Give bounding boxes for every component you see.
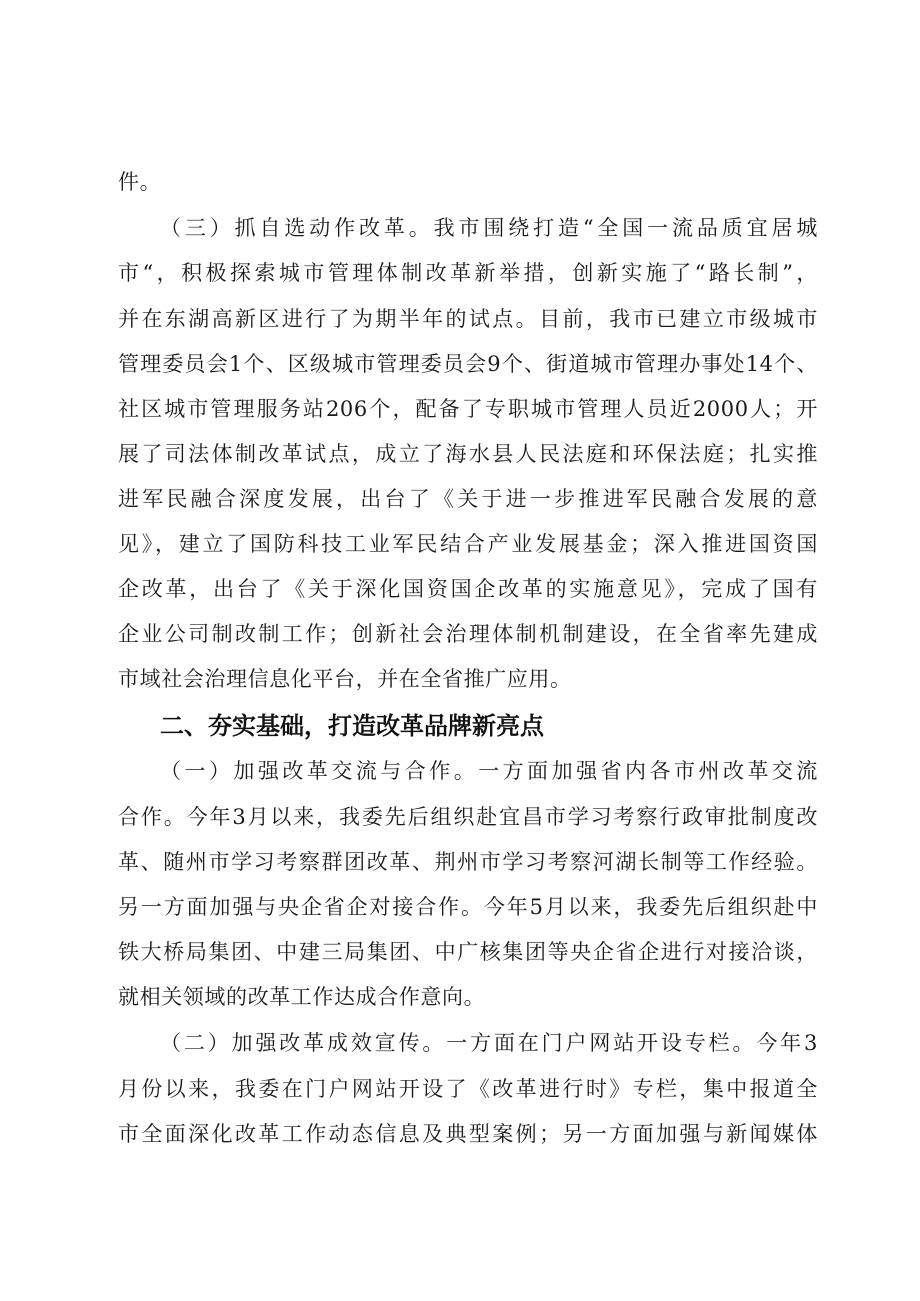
paragraph-line: 件。: [118, 170, 162, 194]
paragraph-line: 合作。今年3月以来，我委先后组织赴宜昌市学习考察行政审批制度改: [118, 805, 818, 829]
paragraph-line: 市域社会治理信息化平台，并在全省推广应用。: [118, 667, 572, 691]
paragraph-line: （三）抓自选动作改革。我市围绕打造“全国一流品质宜居城: [160, 216, 818, 240]
paragraph-line: 社区城市管理服务站206个，配备了专职城市管理人员近2000人；开: [118, 397, 818, 421]
paragraph-line: 铁大桥局集团、中建三局集团、中广核集团等央企省企进行对接洽谈，: [118, 940, 818, 964]
paragraph-line: 企业公司制改制工作；创新社会治理体制机制建设，在全省率先建成: [118, 622, 818, 646]
paragraph-line: 企改革，出台了《关于深化国资国企改革的实施意见》，完成了国有: [118, 577, 818, 601]
paragraph-line: 并在东湖高新区进行了为期半年的试点。目前，我市已建立市级城市: [118, 307, 818, 331]
paragraph-line: 就相关领域的改革工作达成合作意向。: [118, 985, 486, 1009]
section-heading: 二、夯实基础，打造改革品牌新亮点: [160, 712, 544, 740]
paragraph-line: 革、随州市学习考察群团改革、荆州市学习考察河湖长制等工作经验。: [118, 850, 818, 874]
paragraph-line: （二）加强改革成效宣传。一方面在门户网站开设专栏。今年3: [160, 1031, 818, 1055]
paragraph-line: 见》，建立了国防科技工业军民结合产业发展基金；深入推进国资国: [118, 532, 818, 556]
paragraph-line: 月份以来，我委在门户网站开设了《改革进行时》专栏，集中报道全: [118, 1077, 818, 1101]
paragraph-line: 进军民融合深度发展，出台了《关于进一步推进军民融合发展的意: [118, 487, 818, 511]
paragraph-line: 管理委员会1个、区级城市管理委员会9个、街道城市管理办事处14个、: [118, 352, 818, 376]
paragraph-line: 展了司法体制改革试点，成立了海水县人民法庭和环保法庭；扎实推: [118, 442, 818, 466]
paragraph-line: 另一方面加强与央企省企对接合作。今年5月以来，我委先后组织赴中: [118, 895, 818, 919]
paragraph-line: （一）加强改革交流与合作。一方面加强省内各市州改革交流: [160, 759, 818, 783]
paragraph-line: 市全面深化改革工作动态信息及典型案例；另一方面加强与新闻媒体: [118, 1122, 818, 1146]
paragraph-line: 市“，积极探索城市管理体制改革新举措，创新实施了“路长制”，: [118, 261, 818, 285]
